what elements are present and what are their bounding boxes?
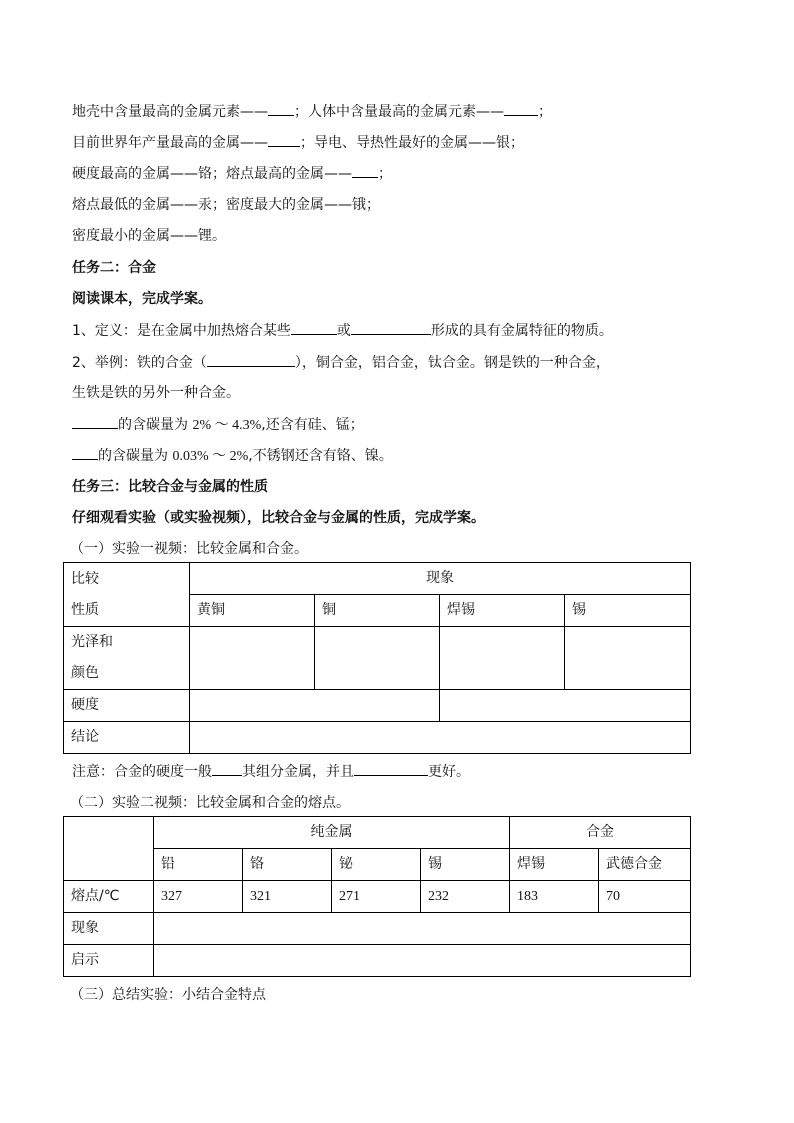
answer-cell[interactable] (154, 945, 691, 977)
answer-cell[interactable] (154, 913, 691, 945)
answer-cell[interactable] (190, 627, 315, 690)
header-compare: 比较 (71, 570, 99, 587)
melting-value: 70 (599, 881, 691, 913)
answer-cell[interactable] (190, 690, 440, 722)
task3-title: 任务三：比较合金与金属的性质 (72, 479, 268, 495)
line-lightest-metal: 密度最小的金属——锂。 (72, 228, 226, 244)
text: 形成的具有金属特征的物质。 (430, 323, 613, 339)
exp1-title: （一）实验一视频：比较金属和合金。 (70, 541, 308, 557)
text: 其组分金属，并且 (242, 764, 354, 780)
line-melting-density: 熔点最低的金属——汞；密度最大的金属——锇； (72, 197, 380, 213)
melting-value: 327 (154, 881, 243, 913)
answer-cell[interactable] (440, 690, 691, 722)
header-pure-metal: 纯金属 (154, 817, 510, 849)
row-label-melting-point: 熔点/℃ (64, 881, 154, 913)
fill-blank[interactable] (504, 101, 538, 116)
task3-instruction: 仔细观看实验（或实验视频），比较合金与金属的性质，完成学案。 (72, 510, 485, 526)
melting-value: 271 (332, 881, 421, 913)
fill-blank[interactable] (268, 132, 300, 147)
note-line (72, 761, 470, 782)
col-solder: 焊锡 (510, 849, 599, 881)
col-brass: 黄铜 (190, 595, 315, 627)
fill-blank[interactable] (212, 761, 242, 776)
carbon-line-1 (72, 414, 364, 436)
fill-blank[interactable] (72, 414, 118, 429)
line-hardness-metal (72, 163, 392, 184)
melting-point-table (63, 816, 691, 977)
text: ,还含有硅、锰； (261, 417, 364, 433)
answer-cell[interactable] (565, 627, 691, 690)
compare-table (63, 562, 691, 754)
text: 地壳中含量最高的金属元素—— (72, 104, 268, 120)
row-label-luster: 光泽和 (71, 634, 113, 650)
text: 的含碳量为 (98, 448, 168, 464)
text: 注意：合金的硬度一般 (72, 764, 212, 780)
line-crust-metal (72, 101, 552, 122)
col-wood-metal: 武德合金 (599, 849, 691, 881)
col-chromium: 铬 (243, 849, 332, 881)
col-copper: 铜 (315, 595, 440, 627)
row-luster-color (64, 627, 190, 690)
header-compare-property (64, 563, 190, 627)
text: 1、定义：是在金属中加热熔合某些 (72, 323, 291, 339)
col-bismuth: 铋 (332, 849, 421, 881)
task2-title: 任务二：合金 (72, 260, 156, 276)
melting-value: 321 (243, 881, 332, 913)
row-label-hardness: 硬度 (64, 690, 190, 722)
fill-blank[interactable] (351, 320, 431, 335)
text: 2% ～ 4.3% (192, 418, 262, 433)
fill-blank[interactable] (291, 320, 337, 335)
exp2-title: （二）实验二视频：比较金属和合金的熔点。 (70, 795, 350, 811)
col-lead: 铅 (154, 849, 243, 881)
col-tin: 锡 (421, 849, 510, 881)
answer-cell[interactable] (315, 627, 440, 690)
header-property: 性质 (71, 601, 99, 618)
carbon-line-2 (72, 445, 393, 467)
text: 更好。 (428, 764, 470, 780)
row-label-phenomenon: 现象 (64, 913, 154, 945)
example-line (72, 352, 610, 373)
text: 2、举例：铁的合金（ (72, 355, 207, 371)
fill-blank[interactable] (72, 445, 98, 460)
answer-cell[interactable] (190, 722, 691, 754)
text: ；人体中含量最高的金属元素—— (294, 104, 504, 120)
task2-instruction: 阅读课本，完成学案。 (72, 291, 212, 307)
row-label-color: 颜色 (71, 665, 99, 681)
fill-blank[interactable] (207, 352, 295, 367)
text: 或 (336, 323, 351, 339)
text: 硬度最高的金属——铬；熔点最高的金属—— (72, 166, 352, 182)
header-alloy: 合金 (510, 817, 691, 849)
example-line-2: 生铁是铁的另外一种合金。 (72, 385, 240, 401)
text: ），铜合金，铝合金，钛合金。钢是铁的一种合金， (294, 355, 610, 371)
text: 目前世界年产量最高的金属—— (72, 135, 268, 151)
definition-line (72, 320, 613, 341)
line-production-metal (72, 132, 524, 153)
empty-corner (64, 817, 154, 881)
text: ；导电、导热性最好的金属——银； (300, 135, 524, 151)
row-label-insight: 启示 (64, 945, 154, 977)
exp3-title: （三）总结实验：小结合金特点 (70, 987, 266, 1003)
text: ,不锈钢还含有铬、镍。 (248, 448, 393, 464)
answer-cell[interactable] (440, 627, 565, 690)
melting-value: 183 (510, 881, 599, 913)
row-label-conclusion: 结论 (64, 722, 190, 754)
fill-blank[interactable] (354, 761, 428, 776)
text: 的含碳量为 (118, 417, 188, 433)
text: ； (538, 104, 552, 120)
text: ； (378, 166, 392, 182)
header-phenomenon: 现象 (190, 563, 691, 595)
col-solder: 焊锡 (440, 595, 565, 627)
melting-value: 232 (421, 881, 510, 913)
fill-blank[interactable] (268, 101, 294, 116)
fill-blank[interactable] (352, 163, 378, 178)
text: 0.03% ～ 2% (172, 449, 249, 464)
col-tin: 锡 (565, 595, 691, 627)
